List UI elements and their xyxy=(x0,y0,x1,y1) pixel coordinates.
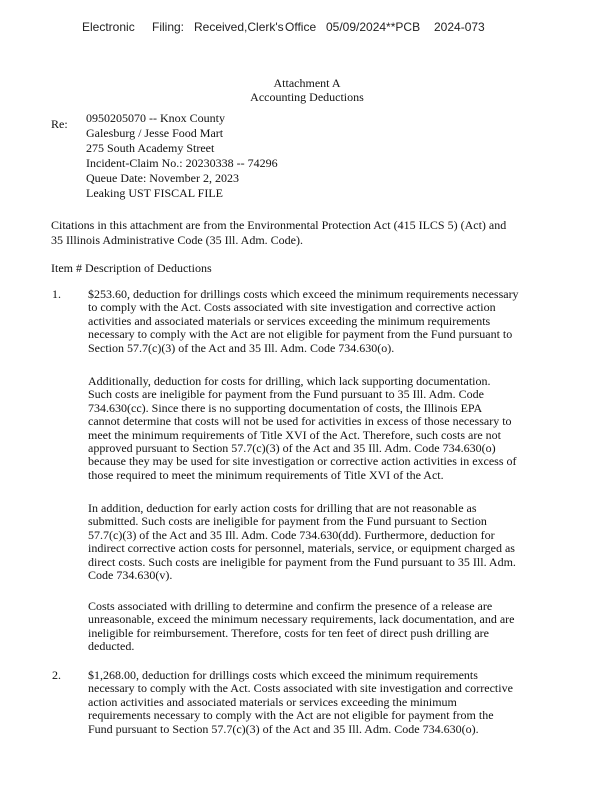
filing-stamp-part: Received,Clerk's xyxy=(194,20,284,34)
re-line: 275 South Academy Street xyxy=(86,141,215,155)
citation-line: Citations in this attachment are from the Environmental Protection Act (415 ILCS 5) (Act) and xyxy=(51,218,507,232)
document-subtitle: Accounting Deductions xyxy=(250,90,364,104)
paragraph-line: those required to meet the minimum requirements of Title XVI of the Act. xyxy=(88,467,444,482)
paragraph-line: ineligible for reimbursement. Therefore, costs for ten feet of direct push drilling are xyxy=(88,625,489,640)
paragraph-line: necessary to comply with the Act. Costs associated with site investigation and corrective xyxy=(88,681,513,696)
items-header-text: Item # Description of Deductions xyxy=(51,261,212,275)
item-number-text: 2. xyxy=(52,668,61,682)
paragraph-line: indirect corrective action costs for personnel, materials, service, or equipment charged as xyxy=(88,541,515,556)
re-label xyxy=(51,118,68,131)
filing-stamp-part: Electronic xyxy=(82,20,135,34)
paragraph-line: meet the minimum requirements of Title XVI of the Act. Therefore, such costs are not xyxy=(88,427,502,442)
paragraph-line: 734.630(cc). Since there is no supporting documentation of costs, the Illinois EPA xyxy=(88,400,483,415)
filing-stamp-header xyxy=(0,20,614,36)
filing-stamp-part: 05/09/2024**PCB xyxy=(326,20,421,34)
paragraph-line: Code 734.630(v). xyxy=(88,567,173,582)
paragraph-line: action activities and associated materials or services exceeding the minimum xyxy=(88,694,457,709)
item-number xyxy=(52,669,61,682)
paragraph-line: Section 57.7(c)(3) of the Act and 35 Ill. Adm. Code 734.630(o). xyxy=(88,340,395,355)
deduction-paragraph xyxy=(88,600,515,654)
filing-stamp-part: 2024-073 xyxy=(434,20,485,34)
items-header xyxy=(51,262,212,275)
paragraph-line: unreasonable, exceed the minimum necessary requirements, lack documentation, and are xyxy=(88,612,515,627)
re-line: Leaking UST FISCAL FILE xyxy=(86,186,223,200)
paragraph-line: submitted. Such costs are ineligible for payment from the Fund pursuant to Section xyxy=(88,514,487,529)
citations-paragraph xyxy=(51,219,506,249)
paragraph-line: because they may be used for site investigation or corrective action activities in excess of xyxy=(88,454,517,469)
paragraph-line: Such costs are ineligible for payment from the Fund pursuant to 35 Ill. Adm. Code xyxy=(88,387,484,402)
re-line: Galesburg / Jesse Food Mart xyxy=(86,126,224,140)
paragraph-line: to comply with the Act. Costs associated with site investigation and corrective action xyxy=(88,300,496,315)
citation-line: 35 Illinois Administrative Code (35 Ill. Adm. Code). xyxy=(51,233,303,247)
filing-stamp-part: Filing: xyxy=(152,20,185,34)
filing-stamp-part: Office xyxy=(285,20,317,34)
re-block xyxy=(86,111,278,201)
deduction-paragraph xyxy=(88,502,516,582)
paragraph-line: $253.60, deduction for drillings costs which exceed the minimum requirements necessary xyxy=(88,287,519,301)
paragraph-line: direct costs. Such costs are ineligible for payment from the Fund pursuant to 35 Ill. Adm. xyxy=(88,554,516,569)
paragraph-line: cannot determine that costs will not be used for activities in excess of those necessary to xyxy=(88,414,512,429)
paragraph-line: In addition, deduction for early action costs for drilling that are not reasonable as xyxy=(88,501,477,515)
re-line: Incident-Claim No.: 20230338 -- 74296 xyxy=(86,156,278,170)
deduction-paragraph xyxy=(88,375,517,482)
item-number xyxy=(52,288,61,301)
paragraph-line: deducted. xyxy=(88,639,135,654)
paragraph-line: Fund pursuant to Section 57.7(c)(3) of the Act and 35 Ill. Adm. Code 734.630(o). xyxy=(88,721,479,736)
paragraph-line: approved pursuant to Section 57.7(c)(3) of the Act and 35 Ill. Adm. Code 734.630(o) xyxy=(88,440,496,455)
item-number-text: 1. xyxy=(52,287,61,301)
deduction-paragraph xyxy=(88,288,519,355)
deduction-paragraph xyxy=(88,669,513,736)
re-label-text: Re: xyxy=(51,117,68,131)
paragraph-line: Additionally, deduction for costs for drilling, which lack supporting documentation. xyxy=(88,374,491,388)
re-line: 0950205070 -- Knox County xyxy=(86,111,225,125)
paragraph-line: Costs associated with drilling to determine and confirm the presence of a release are xyxy=(88,599,493,613)
paragraph-line: activities and associated materials or services exceeding the minimum requirements xyxy=(88,313,491,328)
paragraph-line: $1,268.00, deduction for drillings costs which exceed the minimum requirements xyxy=(88,668,478,682)
document-title: Attachment A xyxy=(273,76,341,90)
paragraph-line: 57.7(c)(3) of the Act and 35 Ill. Adm. Code 734.630(dd). Furthermore, deduction for xyxy=(88,527,495,542)
paragraph-line: necessary to comply with the Act are not eligible for payment from the Fund pursuant to xyxy=(88,327,513,342)
paragraph-line: requirements necessary to comply with the Act are not eligible for payment from the xyxy=(88,708,494,723)
re-line: Queue Date: November 2, 2023 xyxy=(86,171,239,185)
